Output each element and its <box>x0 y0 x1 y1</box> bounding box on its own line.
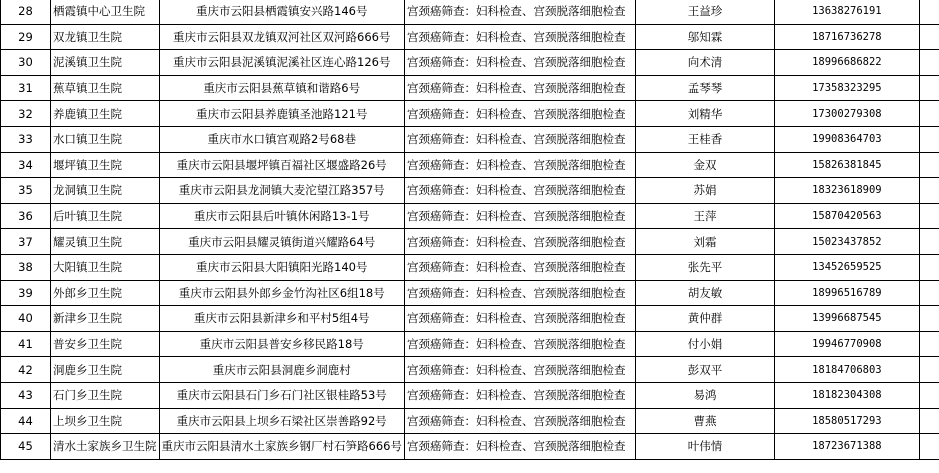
cell-spacer <box>919 280 939 306</box>
cell-address: 重庆市云阳县清水土家族乡钢厂村石笋路666号 <box>159 434 404 460</box>
cell-contact: 黄仲群 <box>635 306 774 332</box>
cell-number: 28 <box>1 0 51 24</box>
cell-contact: 王益珍 <box>635 0 774 24</box>
cell-phone: 15826381845 <box>775 152 919 178</box>
cell-address: 重庆市云阳县龙洞镇大麦沱望江路357号 <box>159 178 404 204</box>
cell-service: 宫颈癌筛查：妇科检查、宫颈脱落细胞检查 <box>404 0 635 24</box>
cell-spacer <box>919 24 939 50</box>
cell-service: 宫颈癌筛查：妇科检查、宫颈脱落细胞检查 <box>404 254 635 280</box>
table-row <box>1 357 939 383</box>
cell-contact: 付小娟 <box>635 331 774 357</box>
cell-contact: 刘精华 <box>635 101 774 127</box>
cell-number: 37 <box>1 229 51 255</box>
cell-spacer <box>919 306 939 332</box>
cell-spacer <box>919 75 939 101</box>
cell-contact: 叶伟情 <box>635 434 774 460</box>
cell-contact: 向术清 <box>635 50 774 76</box>
cell-clinic-name: 后叶镇卫生院 <box>51 203 160 229</box>
cell-address: 重庆市云阳县大阳镇阳光路140号 <box>159 254 404 280</box>
cell-address: 重庆市云阳县养鹿镇圣池路121号 <box>159 101 404 127</box>
cell-spacer <box>919 126 939 152</box>
cell-clinic-name: 蕉草镇卫生院 <box>51 75 160 101</box>
cell-spacer <box>919 50 939 76</box>
cell-phone: 19946770908 <box>775 331 919 357</box>
cell-contact: 易鸿 <box>635 382 774 408</box>
cell-clinic-name: 外郎乡卫生院 <box>51 280 160 306</box>
cell-clinic-name: 耀灵镇卫生院 <box>51 229 160 255</box>
cell-service: 宫颈癌筛查：妇科检查、宫颈脱落细胞检查 <box>404 280 635 306</box>
cell-clinic-name: 洞鹿乡卫生院 <box>51 357 160 383</box>
cell-address: 重庆市云阳县耀灵镇街道兴耀路64号 <box>159 229 404 255</box>
cell-address: 重庆市云阳县外郎乡金竹沟社区6组18号 <box>159 280 404 306</box>
cell-phone: 18580517293 <box>775 408 919 434</box>
cell-spacer <box>919 254 939 280</box>
cell-clinic-name: 泥溪镇卫生院 <box>51 50 160 76</box>
clinic-table-body <box>1 0 939 459</box>
cell-contact: 彭双平 <box>635 357 774 383</box>
cell-spacer <box>919 0 939 24</box>
cell-phone: 18996686822 <box>775 50 919 76</box>
table-row <box>1 75 939 101</box>
cell-phone: 13638276191 <box>775 0 919 24</box>
cell-number: 32 <box>1 101 51 127</box>
table-row <box>1 152 939 178</box>
cell-number: 42 <box>1 357 51 383</box>
cell-contact: 刘霜 <box>635 229 774 255</box>
cell-contact: 孟琴琴 <box>635 75 774 101</box>
cell-address: 重庆市云阳县泥溪镇泥溪社区连心路126号 <box>159 50 404 76</box>
cell-spacer <box>919 434 939 460</box>
cell-address: 重庆市云阳县普安乡移民路18号 <box>159 331 404 357</box>
cell-service: 宫颈癌筛查：妇科检查、宫颈脱落细胞检查 <box>404 229 635 255</box>
table-row <box>1 24 939 50</box>
cell-phone: 18182304308 <box>775 382 919 408</box>
table-row <box>1 254 939 280</box>
cell-number: 40 <box>1 306 51 332</box>
table-row <box>1 408 939 434</box>
cell-spacer <box>919 357 939 383</box>
cell-clinic-name: 水口镇卫生院 <box>51 126 160 152</box>
cell-service: 宫颈癌筛查：妇科检查、宫颈脱落细胞检查 <box>404 126 635 152</box>
table-row <box>1 382 939 408</box>
cell-address: 重庆市云阳县蕉草镇和谐路6号 <box>159 75 404 101</box>
cell-spacer <box>919 101 939 127</box>
table-row <box>1 434 939 460</box>
table-row <box>1 0 939 24</box>
table-row <box>1 50 939 76</box>
table-row <box>1 229 939 255</box>
cell-contact: 邬知霖 <box>635 24 774 50</box>
cell-phone: 19908364703 <box>775 126 919 152</box>
cell-spacer <box>919 178 939 204</box>
table-row <box>1 280 939 306</box>
cell-service: 宫颈癌筛查：妇科检查、宫颈脱落细胞检查 <box>404 101 635 127</box>
cell-clinic-name: 堰坪镇卫生院 <box>51 152 160 178</box>
cell-spacer <box>919 203 939 229</box>
cell-address: 重庆市云阳县后叶镇休闲路13-1号 <box>159 203 404 229</box>
cell-service: 宫颈癌筛查：妇科检查、宫颈脱落细胞检查 <box>404 24 635 50</box>
cell-number: 29 <box>1 24 51 50</box>
cell-address: 重庆市云阳县堰坪镇百福社区堰盛路26号 <box>159 152 404 178</box>
cell-clinic-name: 新津乡卫生院 <box>51 306 160 332</box>
table-row <box>1 178 939 204</box>
cell-contact: 王萍 <box>635 203 774 229</box>
cell-service: 宫颈癌筛查：妇科检查、宫颈脱落细胞检查 <box>404 434 635 460</box>
cell-spacer <box>919 408 939 434</box>
cell-phone: 17358323295 <box>775 75 919 101</box>
cell-address: 重庆市水口镇宫观路2号68巷 <box>159 126 404 152</box>
cell-phone: 18996516789 <box>775 280 919 306</box>
cell-contact: 王桂香 <box>635 126 774 152</box>
cell-address: 重庆市云阳县洞鹿乡洞鹿村 <box>159 357 404 383</box>
cell-address: 重庆市云阳县上坝乡石梁社区崇善路92号 <box>159 408 404 434</box>
cell-phone: 18716736278 <box>775 24 919 50</box>
cell-address: 重庆市云阳县栖霞镇安兴路146号 <box>159 0 404 24</box>
cell-number: 41 <box>1 331 51 357</box>
cell-clinic-name: 清水土家族乡卫生院 <box>51 434 160 460</box>
cell-clinic-name: 龙洞镇卫生院 <box>51 178 160 204</box>
cell-phone: 15023437852 <box>775 229 919 255</box>
cell-service: 宫颈癌筛查：妇科检查、宫颈脱落细胞检查 <box>404 178 635 204</box>
cell-spacer <box>919 331 939 357</box>
cell-service: 宫颈癌筛查：妇科检查、宫颈脱落细胞检查 <box>404 306 635 332</box>
table-row <box>1 126 939 152</box>
cell-number: 31 <box>1 75 51 101</box>
cell-clinic-name: 普安乡卫生院 <box>51 331 160 357</box>
cell-service: 宫颈癌筛查：妇科检查、宫颈脱落细胞检查 <box>404 408 635 434</box>
cell-clinic-name: 石门乡卫生院 <box>51 382 160 408</box>
table-row <box>1 101 939 127</box>
cell-phone: 17300279308 <box>775 101 919 127</box>
cell-address: 重庆市云阳县石门乡石门社区银桂路53号 <box>159 382 404 408</box>
table-row <box>1 203 939 229</box>
cell-number: 44 <box>1 408 51 434</box>
cell-address: 重庆市云阳县新津乡和平村5组4号 <box>159 306 404 332</box>
cell-contact: 张先平 <box>635 254 774 280</box>
cell-contact: 苏娟 <box>635 178 774 204</box>
table-row <box>1 306 939 332</box>
cell-service: 宫颈癌筛查：妇科检查、宫颈脱落细胞检查 <box>404 382 635 408</box>
cell-spacer <box>919 382 939 408</box>
cell-number: 35 <box>1 178 51 204</box>
cell-service: 宫颈癌筛查：妇科检查、宫颈脱落细胞检查 <box>404 203 635 229</box>
cell-contact: 曹燕 <box>635 408 774 434</box>
cell-phone: 15870420563 <box>775 203 919 229</box>
cell-phone: 13996687545 <box>775 306 919 332</box>
cell-phone: 18723671388 <box>775 434 919 460</box>
cell-service: 宫颈癌筛查：妇科检查、宫颈脱落细胞检查 <box>404 50 635 76</box>
cell-number: 39 <box>1 280 51 306</box>
cell-service: 宫颈癌筛查：妇科检查、宫颈脱落细胞检查 <box>404 75 635 101</box>
cell-clinic-name: 上坝乡卫生院 <box>51 408 160 434</box>
cell-number: 30 <box>1 50 51 76</box>
table-row <box>1 331 939 357</box>
cell-clinic-name: 栖霞镇中心卫生院 <box>51 0 160 24</box>
cell-contact: 胡友敏 <box>635 280 774 306</box>
cell-number: 33 <box>1 126 51 152</box>
cell-address: 重庆市云阳县双龙镇双河社区双河路666号 <box>159 24 404 50</box>
cell-number: 38 <box>1 254 51 280</box>
cell-phone: 13452659525 <box>775 254 919 280</box>
cell-spacer <box>919 152 939 178</box>
cell-number: 34 <box>1 152 51 178</box>
cell-service: 宫颈癌筛查：妇科检查、宫颈脱落细胞检查 <box>404 152 635 178</box>
cell-clinic-name: 双龙镇卫生院 <box>51 24 160 50</box>
cell-service: 宫颈癌筛查：妇科检查、宫颈脱落细胞检查 <box>404 331 635 357</box>
cell-phone: 18323618909 <box>775 178 919 204</box>
cell-spacer <box>919 229 939 255</box>
cell-clinic-name: 大阳镇卫生院 <box>51 254 160 280</box>
cell-clinic-name: 养鹿镇卫生院 <box>51 101 160 127</box>
cell-phone: 18184706803 <box>775 357 919 383</box>
cell-contact: 金双 <box>635 152 774 178</box>
cell-number: 45 <box>1 434 51 460</box>
cell-number: 36 <box>1 203 51 229</box>
cell-service: 宫颈癌筛查：妇科检查、宫颈脱落细胞检查 <box>404 357 635 383</box>
cell-number: 43 <box>1 382 51 408</box>
